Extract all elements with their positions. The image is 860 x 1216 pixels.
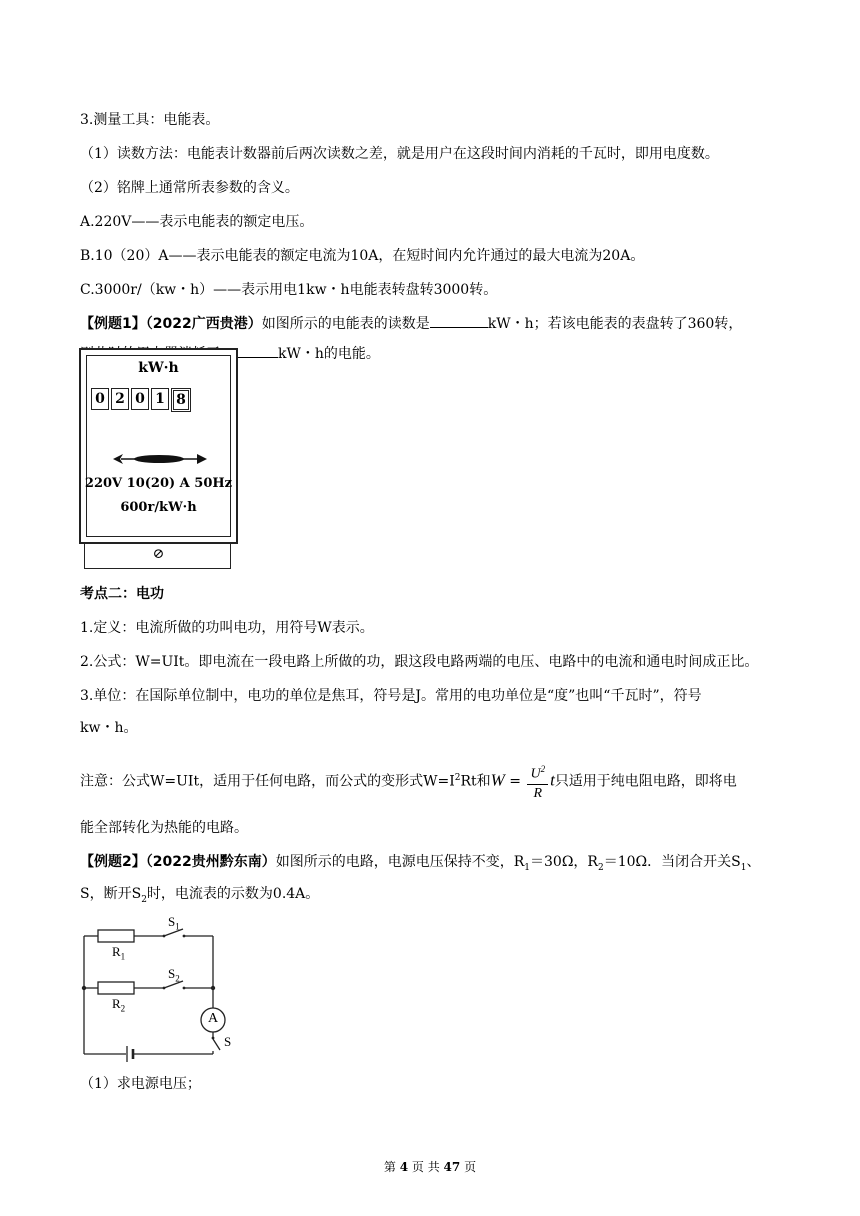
reading-method: （1）读数方法：电能表计数器前后两次读数之差，就是用户在这段时间内消耗的千瓦时，即用电度数。 (80, 146, 719, 162)
unit-line2: kw・h。 (80, 720, 138, 736)
meter-digit: 1 (151, 388, 169, 410)
meter-digit: 0 (91, 388, 109, 410)
example1-text: 如图所示的电能表的读数是 (261, 316, 430, 332)
subscript: 1 (120, 951, 126, 962)
superscript: 2 (540, 764, 546, 775)
question-1: （1）求电源电压； (80, 1076, 201, 1092)
meter-digit: 0 (131, 388, 149, 410)
subscript: 1 (175, 921, 180, 932)
total-pages: 47 (443, 1160, 461, 1174)
page-number: 4 (399, 1160, 409, 1174)
note-line2: 能全部转化为热能的电路。 (80, 820, 248, 836)
meter-digit-decimal: 8 (171, 388, 191, 412)
subscript: 2 (120, 1003, 126, 1014)
formula-symbol: t (550, 770, 555, 790)
example1-text: kW・h的电能。 (278, 346, 380, 362)
equals-sign: = (504, 773, 526, 790)
electric-meter-figure (79, 348, 238, 570)
section3-title: 3.测量工具：电能表。 (80, 112, 220, 128)
subscript: 2 (597, 862, 604, 873)
switch-label: S (168, 914, 176, 929)
meter-unit: kW·h (138, 360, 179, 376)
resistor-label: R (112, 944, 121, 959)
example2-source: （2022贵州黔东南） (145, 854, 276, 870)
unit-line1: 3.单位：在国际单位制中，电功的单位是焦耳，符号是J。常用的电功单位是“度”也叫“千瓦时”，符号 (80, 688, 702, 704)
example2-text: ＝30Ω，R (530, 854, 598, 870)
note-text: 只适用于纯电阻电路，即将电 (554, 773, 737, 790)
formula: 2.公式：W=UIt。即电流在一段电路上所做的功，跟这段电路两端的电压、电路中的电流和通电时间成正比。 (80, 654, 759, 670)
example1-text: kW・h；若该电能表的表盘转了360转， (487, 316, 743, 332)
ammeter-label: A (208, 1011, 219, 1026)
superscript: 2 (454, 773, 461, 783)
item-a: A.220V——表示电能表的额定电压。 (80, 214, 314, 230)
numerator: U (530, 766, 541, 782)
meter-counter (91, 388, 193, 412)
example2-text: 时，电流表的示数为0.4A。 (146, 886, 320, 902)
section-heading: 考点二：电功 (80, 586, 164, 602)
meter-rating: 220V 10(20) A 50Hz (84, 476, 233, 491)
circuit-wires (76, 918, 246, 1063)
note-text: 注意：公式W=UIt，适用于任何电路，而公式的变形式W=I (80, 773, 455, 790)
example1-source: （2022广西贵港） (145, 316, 262, 332)
circuit-diagram (76, 914, 246, 1063)
item-c: C.3000r/（kw・h）——表示用电1kw・h电能表转盘转3000转。 (80, 282, 498, 298)
subscript: 2 (141, 894, 147, 905)
footer-text: 第 (383, 1160, 400, 1174)
example2-text: 、 (746, 854, 761, 870)
r1-label (112, 944, 125, 962)
nameplate-heading: （2）铭牌上通常所表参数的含义。 (80, 180, 299, 196)
example2-tag: 【例题2】 (80, 854, 146, 870)
example2-text: 如图所示的电路，电源电压保持不变，R (275, 854, 525, 870)
screw-icon: ⊘ (152, 546, 165, 562)
resistor-label: R (112, 996, 121, 1011)
item-b: B.10（20）A——表示电能表的额定电流为10A，在短时间内允许通过的最大电流为20A。 (80, 248, 645, 264)
answer-blank-1 (430, 314, 488, 328)
fraction (527, 760, 548, 803)
denominator: R (533, 785, 543, 801)
example2-text: S，断开S (80, 886, 142, 902)
example2-line1 (80, 852, 760, 878)
r2-label (112, 996, 125, 1014)
note-line (80, 758, 737, 801)
s2-label (168, 966, 180, 984)
meter-revolutions: 600r/kW·h (120, 500, 197, 515)
formula-symbol: W (490, 770, 505, 790)
switch-label: S (168, 966, 176, 981)
example1-line1 (80, 314, 742, 334)
definition: 1.定义：电流所做的功叫电功，用符号W表示。 (80, 620, 374, 636)
example2-line2 (80, 884, 319, 910)
s-label: S (224, 1034, 232, 1049)
footer-text: 页 (460, 1160, 477, 1174)
s1-label (168, 914, 180, 932)
example2-text: ＝10Ω．当闭合开关S (603, 854, 741, 870)
example1-tag: 【例题1】 (80, 316, 146, 332)
note-text: Rt和 (460, 773, 491, 790)
subscript: 1 (740, 862, 747, 873)
footer-text: 页 共 (408, 1160, 444, 1174)
page-footer (0, 1158, 860, 1175)
meter-disk-arrow-icon (109, 451, 209, 467)
subscript: 1 (524, 862, 530, 873)
subscript: 2 (175, 973, 180, 984)
meter-digit: 2 (111, 388, 129, 410)
